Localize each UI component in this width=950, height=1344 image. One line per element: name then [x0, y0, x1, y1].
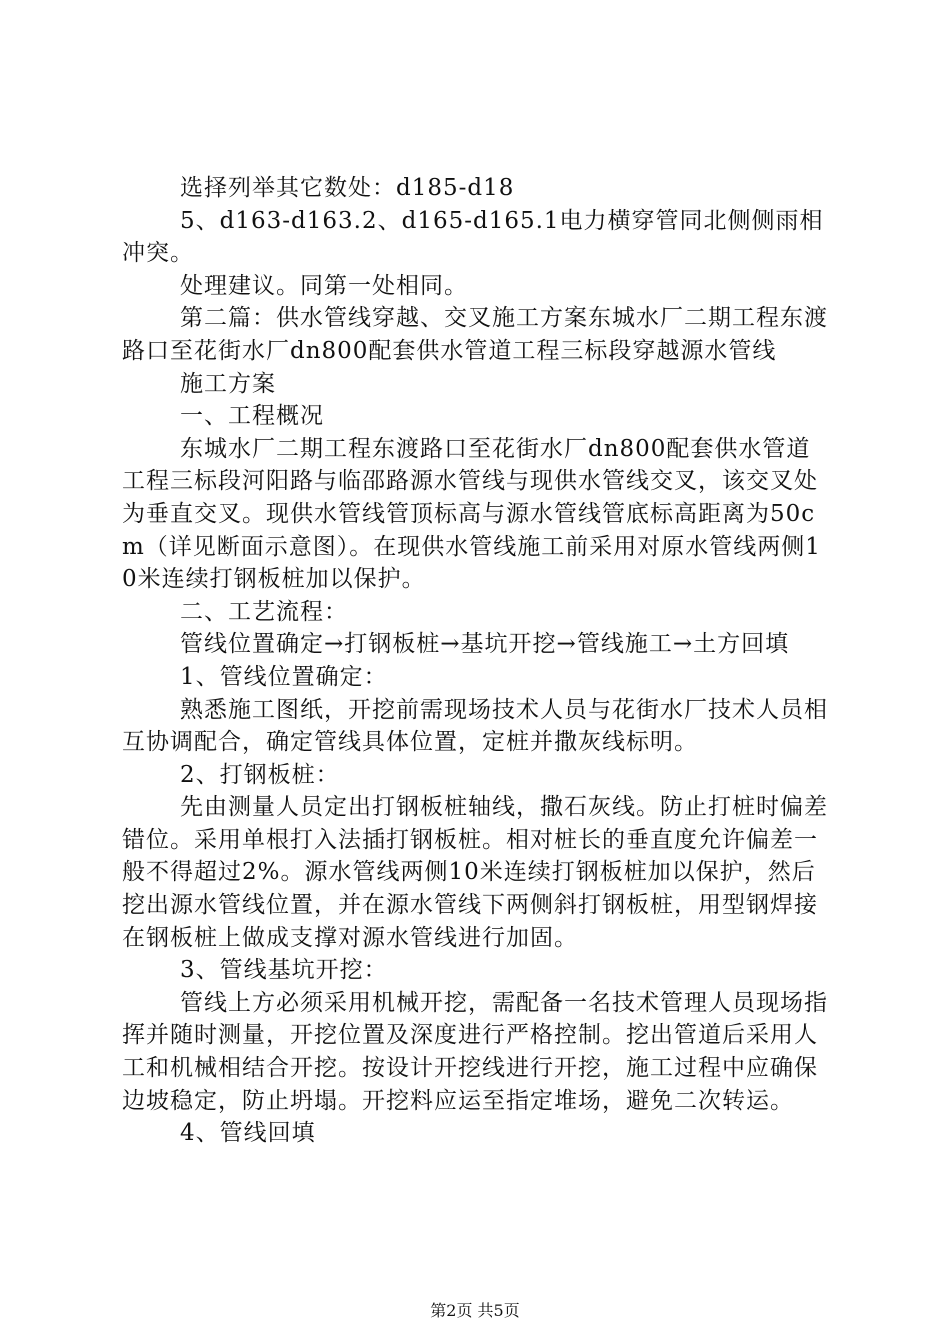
paragraph: 管线上方必须采用机械开挖，需配备一名技术管理人员现场指挥并随时测量，开挖位置及深度进行严格控制。挖出管道后采用人工和机械相结合开挖。按设计开挖线进行开挖，施工过程中应确保边坡稳定，防止坍塌。开挖料应运至指定堆场，避免二次转运。 — [122, 989, 828, 1114]
paragraph: 管线位置确定→打钢板桩→基坑开挖→管线施工→土方回填 — [180, 631, 790, 658]
subsection-heading: 4、管线回填 — [180, 1120, 316, 1147]
page-number-footer: 第2页 共5页 — [430, 1301, 520, 1320]
document-body — [122, 172, 834, 1150]
paragraph: 第二篇：供水管线穿越、交叉施工方案东城水厂二期工程东渡路口至花街水厂dn800配套供水管道工程三标段穿越源水管线 — [122, 305, 828, 364]
section-heading: 一、工程概况 — [180, 403, 324, 430]
subsection-heading: 2、打钢板桩： — [180, 761, 340, 788]
paragraph: 东城水厂二期工程东渡路口至花街水厂dn800配套供水管道工程三标段河阳路与临邵路源水管线与现供水管线交叉，该交叉处为垂直交叉。现供水管线管顶标高与源水管线管底标高距离为50cm（详见断面示意图）。在现供水管线施工前采用对原水管线两侧10米连续打钢板桩加以保护。 — [122, 435, 821, 593]
subsection-heading: 3、管线基坑开挖： — [180, 957, 388, 984]
paragraph: 处理建议。同第一处相同。 — [180, 272, 468, 299]
paragraph: 先由测量人员定出打钢板桩轴线，撒石灰线。防止打桩时偏差错位。采用单根打入法插打钢板桩。相对桩长的垂直度允许偏差一般不得超过2%。源水管线两侧10米连续打钢板桩加以保护，然后挖出源水管线位置，并在源水管线下两侧斜打钢板桩，用型钢焊接在钢板桩上做成支撑对源水管线进行加固。 — [122, 794, 828, 951]
section-heading: 二、工艺流程： — [180, 598, 348, 625]
paragraph: 施工方案 — [180, 370, 276, 397]
paragraph: 熟悉施工图纸，开挖前需现场技术人员与花街水厂技术人员相互协调配合，确定管线具体位置，定桩并撒灰线标明。 — [122, 696, 828, 756]
paragraph: 5、d163-d163.2、d165-d165.1电力横穿管同北侧侧雨相冲突。 — [122, 207, 824, 267]
paragraph: 选择列举其它数处：d185-d18 — [180, 175, 515, 201]
subsection-heading: 1、管线位置确定： — [180, 663, 388, 690]
